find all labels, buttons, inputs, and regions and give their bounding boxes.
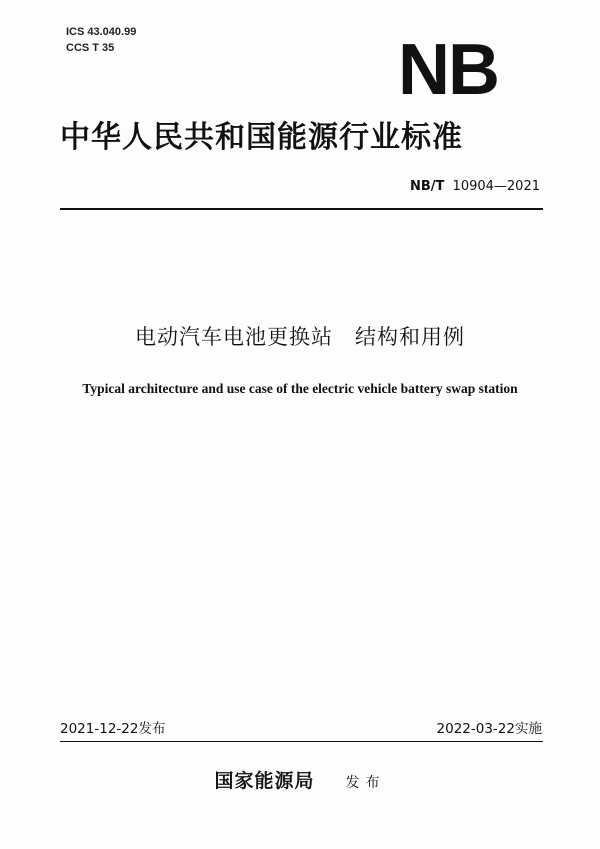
ics-code: ICS 43.040.99 — [66, 26, 137, 38]
classification-codes — [66, 24, 136, 56]
standard-number — [410, 178, 540, 196]
ccs-code: CCS T 35 — [66, 42, 115, 54]
footer-divider — [60, 741, 543, 742]
document-title-english: Typical architecture and use case of the electric vehicle battery swap station — [82, 381, 518, 396]
standard-code-number: 10904—2021 — [452, 179, 540, 194]
nb-logo: NB — [398, 30, 498, 110]
standard-code-prefix: NB/T — [410, 179, 445, 194]
issue-date: 2021-12-22发布 — [60, 721, 166, 737]
publish-action: 发布 — [345, 775, 386, 791]
publisher-name: 国家能源局 — [214, 770, 315, 792]
implementation-date: 2022-03-22实施 — [436, 721, 542, 737]
standard-category-title: 中华人民共和国能源行业标准 — [60, 120, 463, 155]
publisher-line — [0, 768, 600, 796]
document-title-chinese: 电动汽车电池更换站 结构和用例 — [135, 325, 465, 349]
header-divider — [60, 208, 543, 210]
